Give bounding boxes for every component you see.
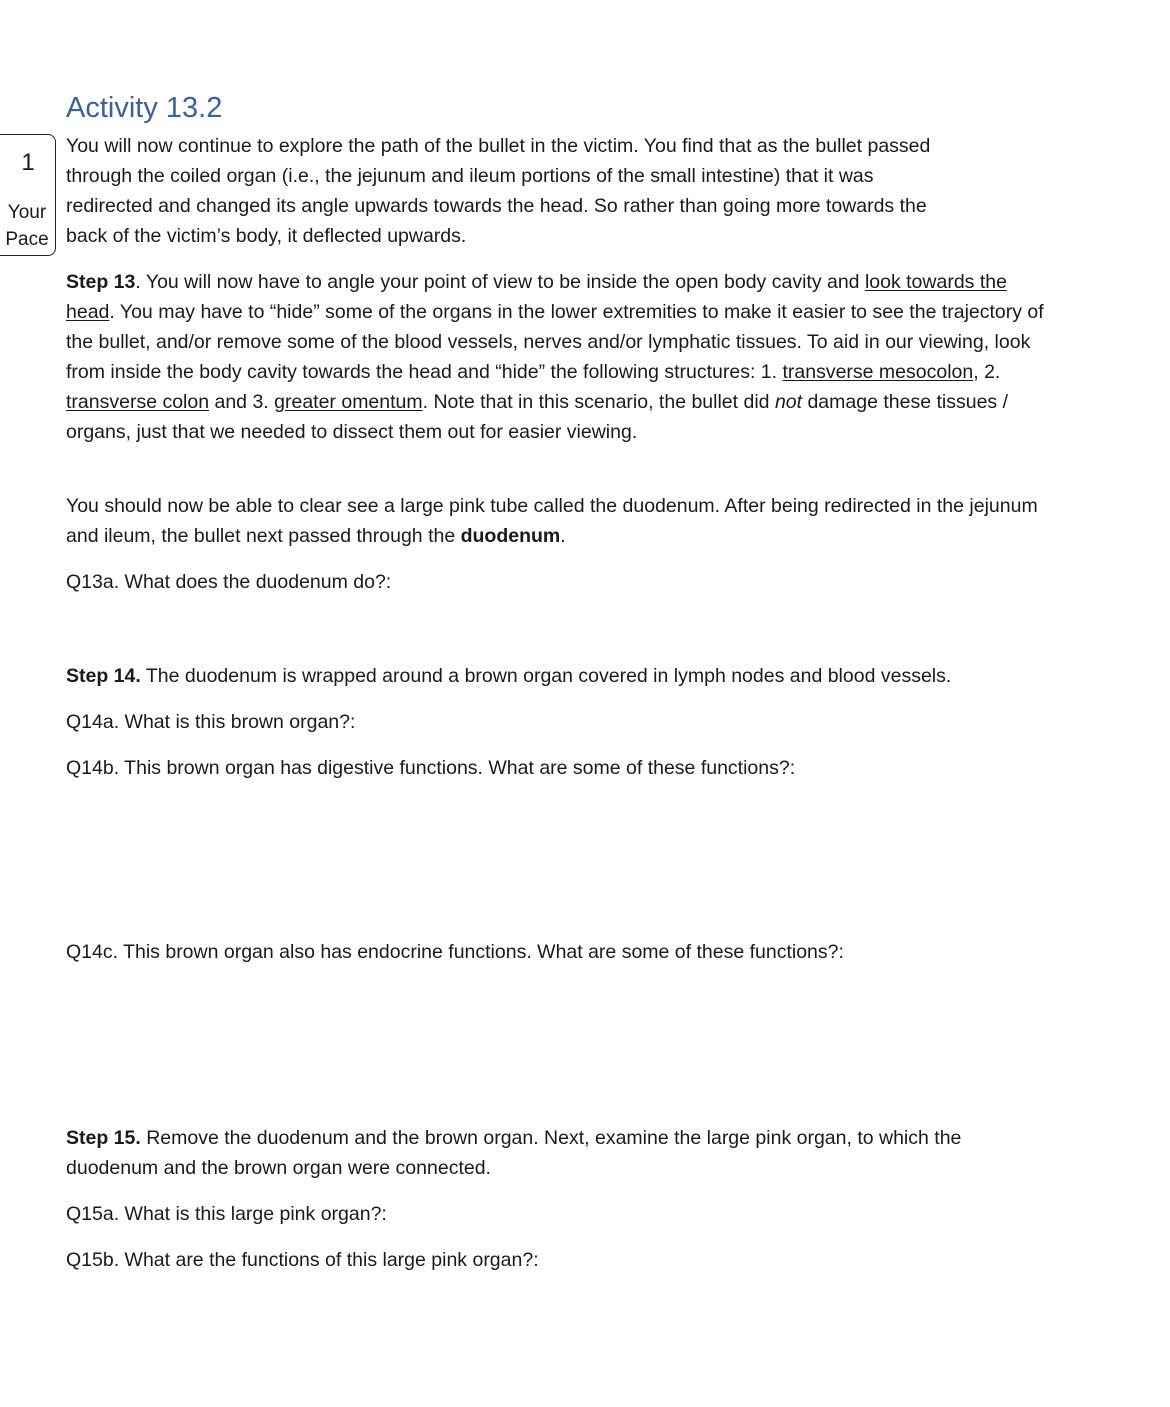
step-13-label: Step 13 <box>66 271 136 293</box>
underlined-look-towards-head: look towards the head <box>66 271 1007 323</box>
step-15-text: Remove the duodenum and the brown organ. Next, examine the large pink organ, to which the duodenum and the brown organ were connected. <box>66 1127 962 1179</box>
underlined-transverse-mesocolon: transverse mesocolon <box>782 361 974 383</box>
intro-line-4: back of the victim’s body, it deflected upwards. <box>66 225 467 247</box>
step-13-text: . Note that in this scenario, the bullet did <box>422 391 775 413</box>
step-14-text: The duodenum is wrapped around a brown organ covered in lymph nodes and blood vessels. <box>140 665 952 687</box>
duodenum-paragraph <box>66 491 1046 551</box>
intro-line-1: You will now continue to explore the path of the bullet in the victim. You find that as the bullet passed <box>66 135 931 157</box>
intro-line-3: redirected and changed its angle upwards towards the head. So rather than going more towards the <box>66 195 927 217</box>
question-q13a: Q13a. What does the duodenum do?: <box>66 571 392 593</box>
step-13-text: and 3. <box>209 391 275 413</box>
step-15-paragraph <box>66 1123 1046 1183</box>
step-14-label: Step 14. <box>66 665 141 687</box>
step-13-text: . You may have to “hide” some of the organs in the lower extremities to make it easier to see the trajectory of the bullet, and/or remove some of the blood vessels, nerves and/or lymphatic tissues. To aid in our viewing, look from inside the body cavity towards the head and “hide” the following structures: 1. <box>66 301 1044 383</box>
duodenum-end: . <box>560 525 566 547</box>
duodenum-text: You should now be able to clear see a large pink tube called the duodenum. After being redirected in the jejunum and ileum, the bullet next passed through the <box>66 495 1038 547</box>
question-q15a: Q15a. What is this large pink organ?: <box>66 1203 387 1225</box>
underlined-transverse-colon: transverse colon <box>66 391 210 413</box>
question-q14c: Q14c. This brown organ also has endocrine functions. What are some of these functions?: <box>66 941 844 963</box>
pace-label-your: Your <box>7 202 47 223</box>
emphasis-not: not <box>774 391 803 413</box>
step-13-text: . You will now have to angle your point of view to be inside the open body cavity and <box>135 271 865 293</box>
pace-label-pace: Pace <box>5 229 49 250</box>
step-14-paragraph <box>66 661 1046 691</box>
underlined-greater-omentum: greater omentum <box>274 391 423 413</box>
step-13-paragraph <box>66 267 1046 447</box>
intro-paragraph <box>66 131 1046 251</box>
intro-line-2: through the coiled organ (i.e., the jejunum and ileum portions of the small intestine) that it was <box>66 165 874 187</box>
pace-number: 1 <box>21 149 35 176</box>
step-13-text: , 2. <box>973 361 1001 383</box>
question-q14a: Q14a. What is this brown organ?: <box>66 711 356 733</box>
step-15-label: Step 15. <box>66 1127 141 1149</box>
activity-title: Activity 13.2 <box>66 92 223 124</box>
step-13-text: damage these tissues / organs, just that we needed to dissect them out for easier viewing. <box>66 391 1008 443</box>
duodenum-bold: duodenum <box>460 525 561 547</box>
question-q14b: Q14b. This brown organ has digestive functions. What are some of these functions?: <box>66 757 796 779</box>
question-q15b: Q15b. What are the functions of this large pink organ?: <box>66 1249 539 1271</box>
